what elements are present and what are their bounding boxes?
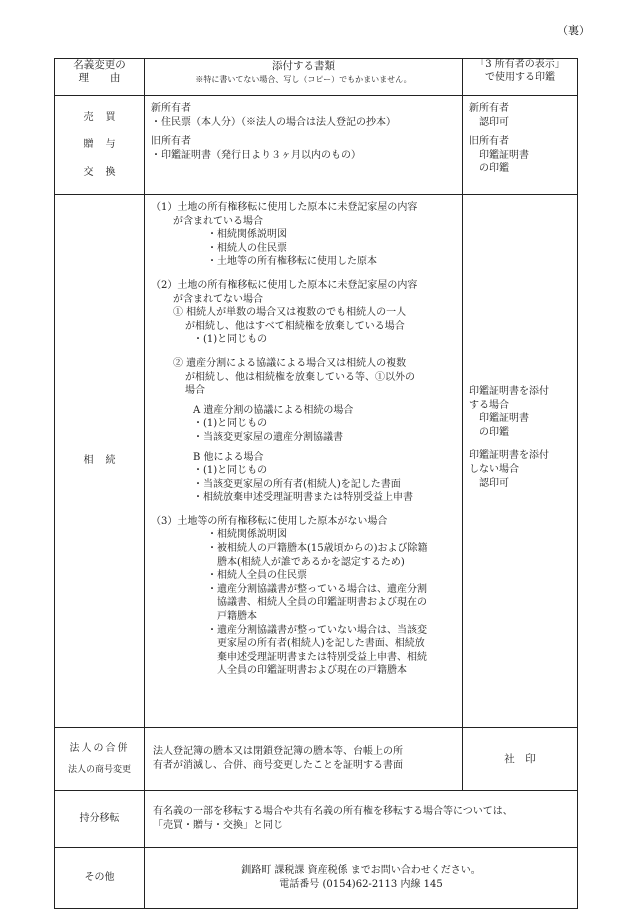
seal-line: 認印可 [469,116,509,128]
reason-name-change: 法人の商号変更 [67,764,131,775]
name-change-docs-table [54,58,578,909]
header-docs [145,59,463,96]
list-item: ・(1)と同じもの [193,418,268,430]
seal-line: 新所有者 [469,103,509,114]
header-reason-line1: 名義変更の [73,59,126,71]
reason-merger: 法人の合併 [69,743,130,755]
doc-line: 有者が消滅し、合併、商号変更したことを証明する書面 [153,760,403,771]
seal-inherit-cell [463,195,578,728]
list-item: 戸籍謄本 [207,611,257,623]
docs-merge-cell [145,728,463,791]
list-item: 協議書、相続人全員の印鑑証明書および現在の [207,597,427,609]
list-item: 更家屋の所有者(相続人)を記した書面、相続放 [207,638,425,650]
list-item: ・相続関係説明図 [207,229,287,241]
seal-line: 印鑑証明書 [469,149,529,161]
list-item: 謄本(相続人が誰であるかを認定するため) [207,556,405,568]
header-seal-line1: 「3 所有者の表示」 [475,59,565,70]
doc-line: 「売買・贈与・交換」と同じ [153,820,283,831]
page-side-mark: （裏） [557,24,590,37]
reason-merge-cell [55,728,145,791]
row-other [55,848,578,909]
seal-line: の印鑑 [469,426,509,438]
seal-line: しない場合 [469,463,519,475]
reason-exchange: 交換 [83,166,128,178]
section-1-heading: （1）土地の所有権移転に使用した原本に未登記家屋の内容 [151,202,418,213]
seal-sale-cell [463,96,578,195]
section-2a-heading: ① 相続人が単数の場合又は複数のでも相続人の一人 [173,307,407,319]
header-seal-line2: で使用する印鑑 [485,71,555,83]
doc-line: 旧所有者 [151,136,191,148]
header-docs-title: 添付する書類 [272,60,335,72]
section-2-heading-cont: が含まれてない場合 [173,293,263,305]
list-item: ・(1)と同じもの [193,334,268,346]
list-item: ・当該変更家屋の遺産分割協議書 [193,431,343,443]
list-item: ・遺産分割協議書が整っている場合は、遺産分割 [207,583,427,595]
doc-line: 有名義の一部を移転する場合や共有名義の所有権を移転する場合等については、 [153,806,513,818]
header-docs-note: ※特に書いてない場合、写し（コピー）でもかまいません。 [195,75,412,85]
seal-line: 認印可 [469,477,509,489]
seal-line: の印鑑 [469,163,509,175]
reason-share-cell [55,791,145,848]
seal-merge-cell [463,728,578,791]
section-a-heading: A 遺産分割の協議による相続の場合 [193,404,354,416]
table-header-row [55,59,578,96]
list-item: ・(1)と同じもの [193,465,268,477]
header-reason [55,59,145,96]
docs-inherit-cell [145,195,463,728]
seal-company: 社 印 [504,752,536,765]
header-reason-line2: 理 由 [78,72,121,85]
list-item: ・土地等の所有権移転に使用した原本 [207,256,377,268]
section-2b-heading: ② 遺産分割による協議による場合又は相続人の複数 [173,357,407,369]
reason-other-cell [55,848,145,909]
list-item: 棄申述受理証明書または特別受益上申書、相続 [207,651,427,663]
contact-phone: 電話番号 (0154)62-2113 内線 145 [279,879,443,890]
reason-inheritance: 相続 [83,455,128,467]
doc-line: 新所有者 [151,103,191,114]
section-2-heading: （2）土地の所有権移転に使用した原本に未登記家屋の内容 [151,279,418,291]
row-sale-gift-exchange [55,96,578,195]
list-item: ・遺産分割協議書が整っていない場合は、当該変 [207,624,427,636]
seal-line: 旧所有者 [469,136,509,148]
list-item: ・相続関係説明図 [207,529,287,541]
reason-sale: 売買 [83,111,128,123]
section-2b-heading-cont: が相続し、他は相続権を放棄している等、①以外の [185,371,415,383]
docs-share-cell [145,791,578,848]
reason-share-transfer: 持分移転 [79,813,120,825]
docs-sale-cell [145,96,463,195]
seal-line: する場合 [469,399,509,411]
contact-cell [145,848,578,909]
section-3-heading: （3）土地等の所有権移転に使用した原本がない場合 [151,515,388,527]
doc-line: ・印鑑証明書（発行日より３ヶ月以内のもの） [151,149,361,161]
section-1-heading-cont: が含まれている場合 [173,215,263,227]
reason-gift: 贈与 [83,139,128,151]
seal-line: 印鑑証明書を添付 [469,450,549,462]
row-share-transfer [55,791,578,848]
list-item: ・相続放棄申述受理証明書または特別受益上申書 [193,492,413,504]
seal-line: 印鑑証明書を添付 [469,386,549,397]
reason-inherit-cell [55,195,145,728]
header-seal [463,59,578,96]
row-corporate-merger [55,728,578,791]
list-item: ・相続人全員の住民票 [207,570,307,582]
seal-line: 印鑑証明書 [469,413,529,425]
list-item: ・被相続人の戸籍謄本(15歳頃からの)および除籍 [207,543,428,555]
list-item: ・相続人の住民票 [207,242,287,254]
reason-sale-cell [55,96,145,195]
reason-other: その他 [84,872,115,884]
section-2a-heading-cont: が相続し、他はすべて相続権を放棄している場合 [185,320,405,332]
contact-line: 釧路町 課税課 資産税係 までお問い合わせください。 [241,865,481,877]
section-2b-heading-cont: 場合 [185,385,205,397]
row-inheritance [55,195,578,728]
doc-line: 法人登記簿の謄本又は閉鎖登記簿の謄本等、台帳上の所 [153,746,403,758]
list-item: 人全員の印鑑証明書および現在の戸籍謄本 [207,665,407,677]
section-b-heading: B 他による場合 [193,451,264,463]
doc-line: ・住民票（本人分）（※法人の場合は法人登記の抄本） [151,116,396,128]
list-item: ・当該変更家屋の所有者(相続人)を記した書面 [193,478,401,490]
